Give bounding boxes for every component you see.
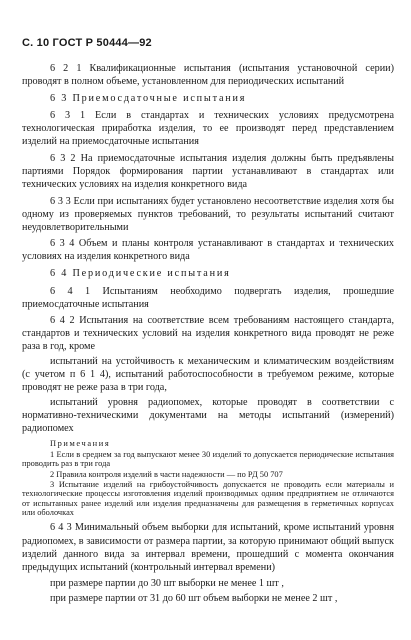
paragraph-6-4-2: 6 4 2 Испытания на соответствие всем требованиям настоящего стандарта, стандартов и технических условий на изделия конкретного вида проводят не реже раза в год, кроме bbox=[22, 315, 394, 353]
section-heading-6-4: 6 4 Периодические испытания bbox=[50, 267, 231, 279]
paragraph-6-3-1: 6 3 1 Если в стандартах и технических условиях предусмотрена технологическая приработка изделия, то ее производят перед представлением изделий на приемосдаточные испытания bbox=[22, 110, 394, 148]
page-header: С. 10 ГОСТ Р 50444—92 bbox=[22, 37, 152, 49]
notes-title: Примечания bbox=[50, 438, 111, 448]
paragraph-6-3-3: 6 3 3 Если при испытаниях будет установлено несоответствие изделия хотя бы одному из проверяемых пунктов требований, то результаты испытаний считают неудовлетворительными bbox=[22, 195, 394, 233]
note-2: 2 Правила контроля изделий в части надежности — по РД 50 707 bbox=[50, 469, 283, 479]
paragraph-6-4-3: 6 4 3 Минимальный объем выборки для испытаний, кроме испытаний уровня радиопомех, в зависимости от размера партии, за которую принимают общий выпуск изделий данного вида за интервал времени, прошедший с момента окончания предыдущих испытаний (контрольный интервал времени) bbox=[22, 522, 394, 573]
paragraph-6-3-2: 6 3 2 На приемосдаточные испытания изделия должны быть предъявлены партиями Порядок формирования партии устанавливают в стандартах или технических условиях на изделия конкретного вида bbox=[22, 152, 394, 191]
document-body bbox=[22, 62, 394, 608]
note-1: 1 Если в среднем за год выпускают менее 30 изделий то допускается периодические испытания проводить раз в три года bbox=[22, 449, 394, 469]
section-heading-6-3: 6 3 Приемосдаточные испытания bbox=[50, 92, 247, 104]
paragraph-sample-size-31-60: при размере партии от 31 до 60 шт объем выборки не менее 2 шт , bbox=[50, 592, 338, 604]
paragraph-6-4-1: 6 4 1 Испытаниям необходимо подвергать изделия, прошедшие приемосдаточные испытания bbox=[22, 285, 394, 310]
paragraph-6-3-4: 6 3 4 Объем и планы контроля устанавливают в стандартах и технических условиях на изделия конкретного вида bbox=[22, 238, 394, 263]
note-3: 3 Испытание изделий на грибоустойчивость допускается не проводить если материалы и технологические процессы изготовления изделий производимых одним предприятием не отличаются от испытанных ранее изделий или изделия предназначены для размещения в герметичных корпусах или оболочках bbox=[22, 479, 394, 517]
paragraph-6-2-1: 6 2 1 Квалификационные испытания (испытания установочной серии) проводят в полном объеме, установленном для периодических испытаний bbox=[22, 63, 394, 88]
paragraph-exception-mechanical: испытаний на устойчивость к механическим и климатическим воздействиям (с учетом п 6 1 4), испытаний работоспособности в требуемом режиме, которые проводят не реже раза в три года, bbox=[22, 355, 394, 394]
paragraph-exception-radio: испытаний уровня радиопомех, которые проводят в соответствии с нормативно-техническими документами на методы испытаний (измерений) радиопомех bbox=[22, 396, 394, 434]
paragraph-sample-size-30: при размере партии до 30 шт выборки не менее 1 шт , bbox=[50, 578, 284, 590]
